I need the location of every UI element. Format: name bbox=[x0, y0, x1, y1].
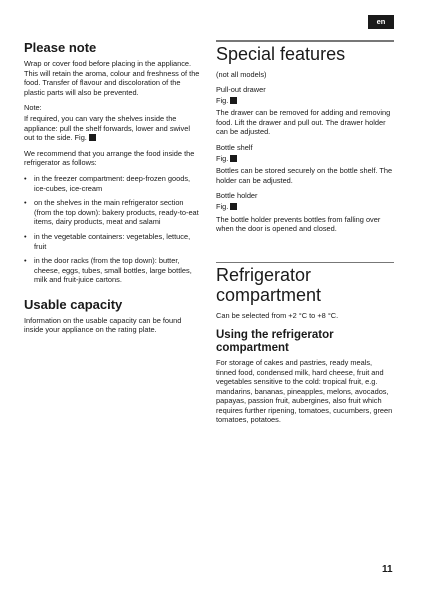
left-column bbox=[24, 40, 202, 341]
pull-out-drawer-label: Pull-out drawer bbox=[216, 85, 266, 95]
list-item bbox=[24, 232, 202, 251]
drawer-text: The drawer can be removed for adding and removing food. Lift the drawer and pull out. The drawer holder can be adjusted. bbox=[216, 108, 391, 137]
list-item-text: on the shelves in the main refrigerator section (from the top down): bakery products, ready-to-eat items, dairy products, meat and salami bbox=[34, 198, 199, 227]
temperature-range-text: Can be selected from +2 °C to +8 °C. bbox=[216, 311, 339, 321]
figure-ref-icon bbox=[230, 155, 237, 162]
bottle-shelf-label: Bottle shelf bbox=[216, 143, 253, 153]
figure-ref-icon bbox=[89, 134, 96, 141]
bullet-icon: • bbox=[24, 173, 27, 183]
storage-list bbox=[24, 174, 202, 285]
bullet-icon: • bbox=[24, 256, 27, 266]
holder-text: The bottle holder prevents bottles from falling over when the door is opened and closed. bbox=[216, 214, 381, 234]
figure-ref-icon bbox=[230, 203, 237, 210]
list-item-text: in the freezer compartment: deep-frozen goods, ice-cubes, ice-cream bbox=[34, 173, 191, 193]
please-note-paragraph: Wrap or cover food before placing in the appliance. This will retain the aroma, colour and freshness of the food. Transfer of flavour and discoloration of the plastic parts will also be prevented. bbox=[24, 59, 200, 97]
note-label: Note: bbox=[24, 103, 42, 113]
list-item-text: in the door racks (from the top down): butter, cheese, eggs, tubes, small bottles, large bottles, milk and fruit-juice cartons. bbox=[34, 256, 192, 285]
special-features-note: (not all models) bbox=[216, 69, 267, 79]
drawer-figure-ref bbox=[216, 96, 394, 106]
holder-figure-ref bbox=[216, 202, 394, 212]
list-item bbox=[24, 198, 202, 227]
figure-ref-icon bbox=[230, 97, 237, 104]
shelf-text: Bottles can be stored securely on the bottle shelf. The holder can be adjusted. bbox=[216, 166, 393, 185]
right-column bbox=[216, 40, 394, 431]
bullet-icon: • bbox=[24, 231, 27, 241]
usable-capacity-heading: Usable capacity bbox=[24, 296, 123, 312]
section-divider bbox=[216, 262, 394, 264]
refrigerator-compartment-heading: Refrigerator compartment bbox=[216, 265, 322, 306]
using-compartment-text: For storage of cakes and pastries, ready meals, tinned food, condensed milk, hard cheese, fruit and vegetables sensitive to the cold: tropical fruit, e.g. mandarins, bananas, pineapples, melons, avocados, papayas, passion fruit, aubergines, also fruit which requires further ripening, tomatoes, cucumbers, green tomatoes, potatoes. bbox=[216, 357, 393, 425]
fig-label: Fig. bbox=[216, 202, 229, 212]
note-text bbox=[24, 114, 202, 143]
list-item bbox=[24, 256, 202, 285]
language-tag: en bbox=[368, 15, 394, 29]
bottle-holder-label: Bottle holder bbox=[216, 191, 258, 201]
list-item-text: in the vegetable containers: vegetables, lettuce, fruit bbox=[34, 231, 191, 251]
bullet-icon: • bbox=[24, 198, 27, 208]
usable-capacity-text: Information on the usable capacity can be found inside your appliance on the rating plate. bbox=[24, 315, 182, 335]
using-compartment-heading: Using the refrigerator compartment bbox=[216, 328, 334, 354]
note-text-body: If required, you can vary the shelves inside the appliance: pull the shelf forwards, lower and swivel out to the side. Fig. bbox=[24, 113, 190, 143]
please-note-heading: Please note bbox=[24, 40, 97, 55]
shelf-figure-ref bbox=[216, 154, 394, 164]
list-item bbox=[24, 174, 202, 193]
special-features-heading: Special features bbox=[216, 43, 346, 64]
fig-label: Fig. bbox=[216, 153, 229, 163]
section-divider bbox=[216, 40, 394, 42]
fig-label: Fig. bbox=[216, 95, 229, 105]
page-number: 11 bbox=[382, 564, 393, 575]
recommend-text: We recommend that you arrange the food inside the refrigerator as follows: bbox=[24, 148, 195, 168]
